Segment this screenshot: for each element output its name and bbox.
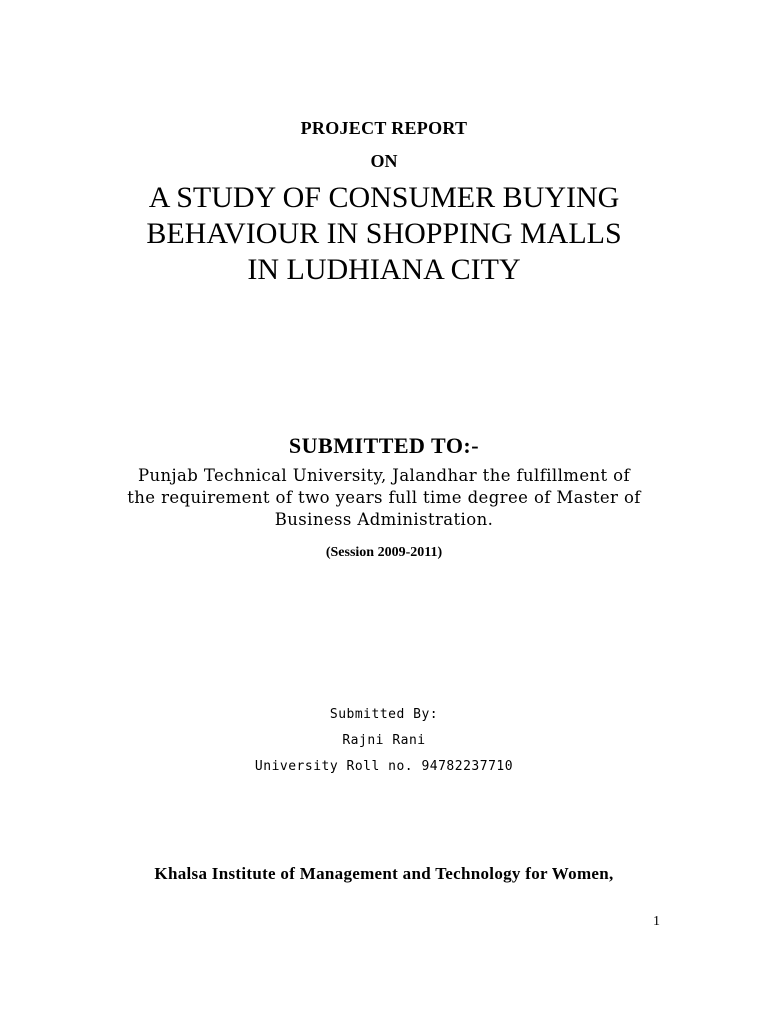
- student-name: Rajni Rani: [342, 733, 426, 748]
- report-title: [0, 180, 768, 288]
- on-label: ON: [370, 151, 398, 171]
- purpose-line: Business Administration.: [274, 510, 494, 529]
- title-line: A STUDY OF CONSUMER BUYING: [148, 181, 620, 214]
- purpose-statement: [0, 465, 768, 531]
- submitted-by-label: Submitted By:: [329, 707, 439, 722]
- title-line: BEHAVIOUR IN SHOPPING MALLS: [146, 217, 622, 250]
- submitted-to-heading: SUBMITTED TO:-: [288, 433, 480, 458]
- title-line: IN LUDHIANA CITY: [247, 253, 521, 286]
- page-number: 1: [653, 914, 660, 929]
- roll-number: University Roll no. 94782237710: [254, 759, 514, 774]
- session-label: (Session 2009-2011): [325, 545, 443, 560]
- purpose-line: Punjab Technical University, Jalandhar the fulfillment of: [137, 466, 631, 485]
- institute-name: Khalsa Institute of Management and Technology for Women,: [154, 864, 614, 883]
- purpose-line: the requirement of two years full time degree of Master of: [127, 488, 641, 507]
- report-heading: PROJECT REPORT: [300, 118, 468, 138]
